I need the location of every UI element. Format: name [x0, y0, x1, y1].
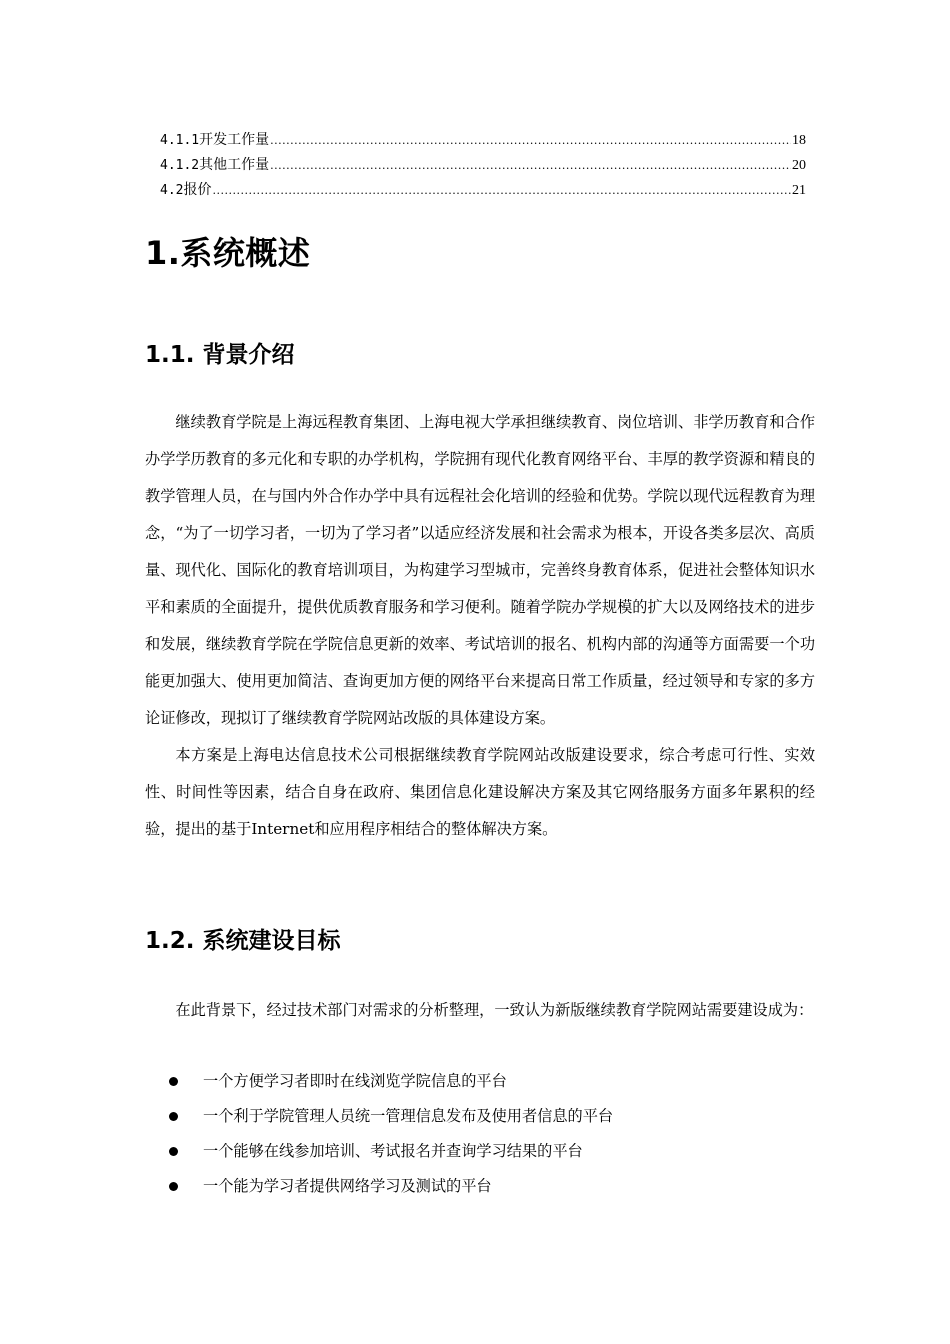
bullet-icon	[169, 1112, 178, 1121]
toc-entry-title: 开发工作量	[199, 132, 270, 148]
bullet-icon	[169, 1147, 178, 1156]
list-item	[145, 1169, 815, 1204]
section-body-goals	[145, 992, 815, 1029]
toc-entry-label	[160, 178, 211, 203]
toc-entry-number: 4.1.1	[160, 133, 200, 148]
list-item	[145, 1134, 815, 1169]
toc-entry-number: 4.1.2	[160, 158, 200, 173]
bullet-icon	[169, 1077, 178, 1086]
toc-dot-leader	[212, 178, 791, 203]
table-of-contents	[160, 128, 806, 203]
list-item-text: 一个方便学习者即时在线浏览学院信息的平台	[203, 1072, 507, 1090]
paragraph: 继续教育学院是上海远程教育集团、上海电视大学承担继续教育、岗位培训、非学历教育和合作办学学历教育的多元化和专职的办学机构，学院拥有现代化教育网络平台、丰厚的教学资源和精良的教学管理人员，在与国内外合作办学中具有远程社会化培训的经验和优势。学院以现代远程教育为理念，“为了一切学习者，一切为了学习者”以适应经济发展和社会需求为根本，开设各类多层次、高质量、现代化、国际化的教育培训项目，为构建学习型城市，完善终身教育体系，促进社会整体知识水平和素质的全面提升，提供优质教育服务和学习便利。随着学院办学规模的扩大以及网络技术的进步和发展，继续教育学院在学院信息更新的效率、考试培训的报名、机构内部的沟通等方面需要一个功能更加强大、使用更加简洁、查询更加方便的网络平台来提高日常工作质量，经过领导和专家的多方论证修改，现拟订了继续教育学院网站改版的具体建设方案。	[145, 413, 815, 727]
toc-entry-title: 报价	[183, 182, 212, 198]
toc-entry-label	[160, 153, 269, 178]
paragraph: 在此背景下，经过技术部门对需求的分析整理，一致认为新版继续教育学院网站需要建设成为：	[175, 1001, 814, 1019]
chapter-title: 1.系统概述	[145, 234, 311, 272]
toc-entry[interactable]	[160, 153, 806, 178]
toc-entry-title: 其他工作量	[199, 157, 270, 173]
section-heading-goals: 1.2. 系统建设目标	[145, 928, 341, 954]
toc-entry-page: 18	[792, 133, 806, 148]
bullet-icon	[169, 1182, 178, 1191]
list-item	[145, 1099, 815, 1134]
goal-list	[145, 1064, 815, 1204]
toc-entry-label	[160, 128, 269, 153]
paragraph: 本方案是上海电达信息技术公司根据继续教育学院网站改版建设要求，综合考虑可行性、实效性、时间性等因素，结合自身在政府、集团信息化建设解决方案及其它网络服务方面多年累积的经验，提出的基于Internet和应用程序相结合的整体解决方案。	[145, 746, 815, 838]
toc-dot-leader	[270, 128, 791, 153]
toc-entry-page: 20	[792, 158, 806, 173]
list-item-text: 一个利于学院管理人员统一管理信息发布及使用者信息的平台	[203, 1107, 614, 1125]
list-item-text: 一个能够在线参加培训、考试报名并查询学习结果的平台	[203, 1142, 583, 1160]
section-body-background	[145, 404, 815, 848]
section-heading-background: 1.1. 背景介绍	[145, 342, 295, 368]
toc-dot-leader	[270, 153, 791, 178]
toc-entry[interactable]	[160, 128, 806, 153]
toc-entry[interactable]	[160, 178, 806, 203]
list-item	[145, 1064, 815, 1099]
toc-entry-page: 21	[792, 183, 806, 198]
toc-entry-number: 4.2	[160, 183, 184, 198]
list-item-text: 一个能为学习者提供网络学习及测试的平台	[203, 1177, 492, 1195]
